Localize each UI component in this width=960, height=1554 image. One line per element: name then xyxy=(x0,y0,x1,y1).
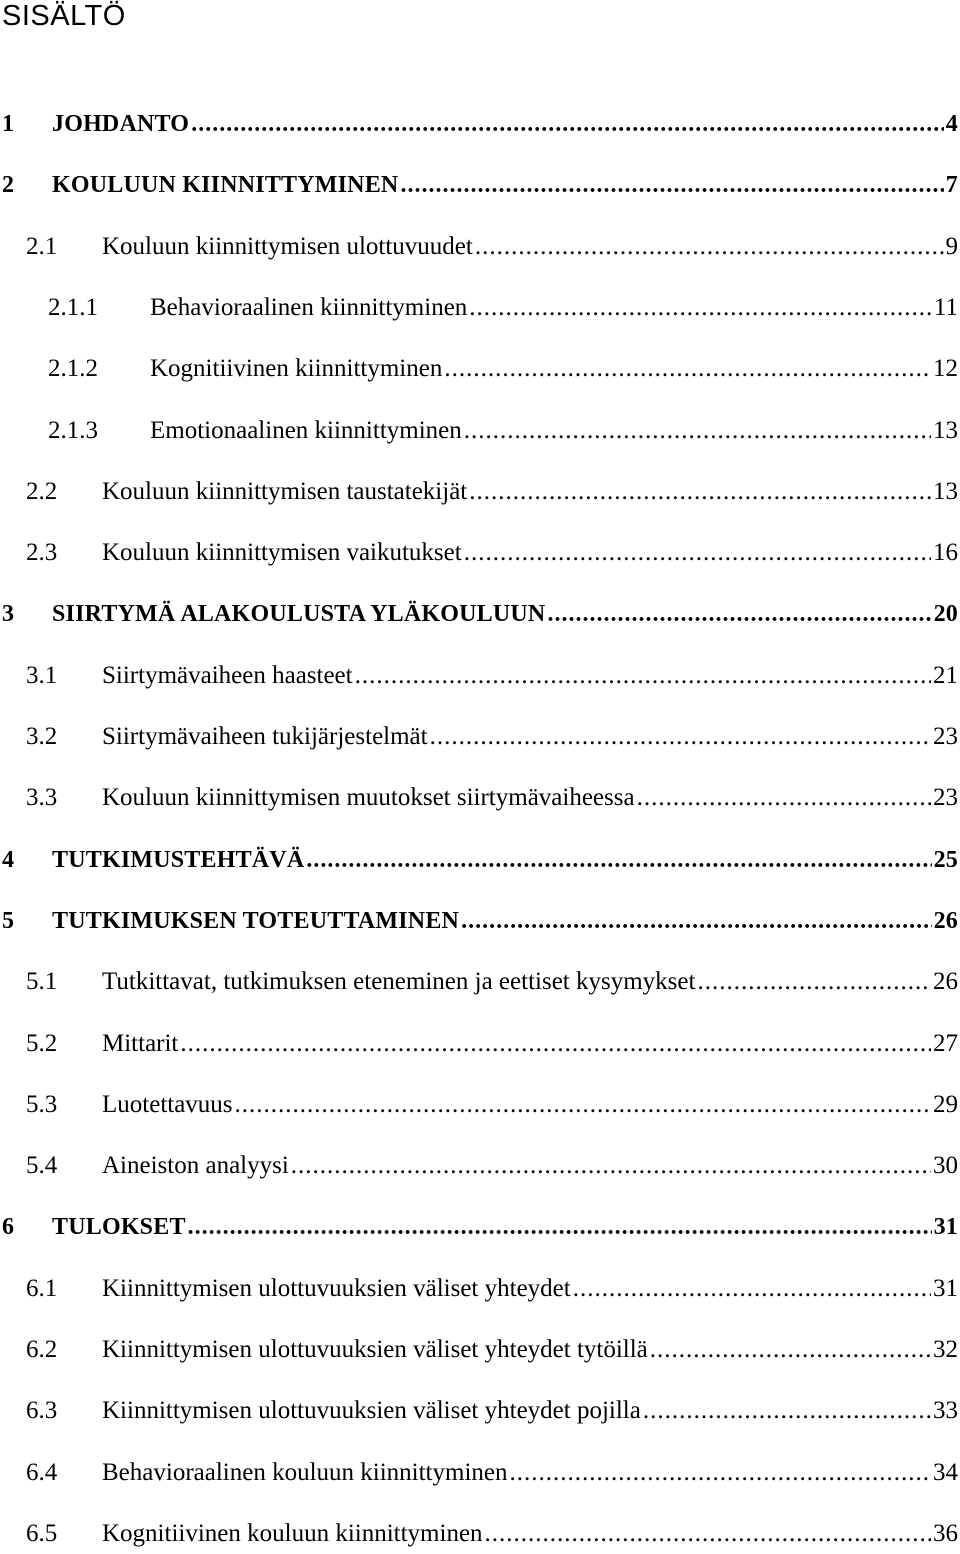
toc-entry-number: 2.1.3 xyxy=(48,417,98,444)
toc-entry-title: Kiinnittymisen ulottuvuuksien väliset yhteydet pojilla xyxy=(102,1397,641,1424)
toc-entry-page: 25 xyxy=(933,847,958,873)
toc-entry-page: 23 xyxy=(933,723,958,750)
toc-entry-title: Aineiston analyysi xyxy=(102,1152,289,1179)
toc-entry-title: Kouluun kiinnittymisen ulottuvuudet xyxy=(102,233,473,260)
toc-entry-title: Kouluun kiinnittymisen vaikutukset xyxy=(102,539,462,566)
toc-entry[interactable] xyxy=(0,1453,958,1493)
toc-entry-number: 5.2 xyxy=(26,1030,58,1057)
toc-entry-page: 20 xyxy=(933,601,958,627)
toc-dot-leader xyxy=(464,411,931,451)
toc-dot-leader xyxy=(650,1330,931,1370)
toc-entry-page: 9 xyxy=(945,233,958,260)
toc-dot-leader xyxy=(573,1269,931,1309)
toc-entry-title: Behavioraalinen kouluun kiinnittyminen xyxy=(102,1459,508,1486)
toc-entry-page: 33 xyxy=(933,1397,958,1424)
toc-entry-title: Kiinnittymisen ulottuvuuksien väliset yhteydet tytöillä xyxy=(102,1336,648,1363)
toc-entry-title: Kouluun kiinnittymisen taustatekijät xyxy=(102,478,468,505)
toc-entry-page: 26 xyxy=(933,968,958,995)
toc-entry-page: 32 xyxy=(933,1336,958,1363)
toc-dot-leader xyxy=(180,1024,931,1064)
toc-entry-page: 27 xyxy=(933,1030,958,1057)
toc-entry-title: Kognitiivinen kiinnittyminen xyxy=(150,355,443,382)
toc-entry-title: TUTKIMUSTEHTÄVÄ xyxy=(52,847,305,873)
toc-entry-page: 21 xyxy=(933,662,958,689)
toc-entry-number: 3.3 xyxy=(26,784,58,811)
toc-dot-leader xyxy=(306,840,931,880)
toc-entry[interactable] xyxy=(0,349,958,389)
toc-entry-number: 3.1 xyxy=(26,662,58,689)
toc-entry[interactable] xyxy=(0,840,958,880)
toc-dot-leader xyxy=(188,1207,932,1247)
toc-entry-page: 36 xyxy=(933,1520,958,1547)
toc-entry-page: 29 xyxy=(933,1091,958,1118)
toc-entry-title: Kiinnittymisen ulottuvuuksien väliset yhteydet xyxy=(102,1275,571,1302)
toc-entry[interactable] xyxy=(0,533,958,573)
toc-entry-title: TUTKIMUKSEN TOTEUTTAMINEN xyxy=(52,908,460,934)
toc-dot-leader xyxy=(464,533,931,573)
toc-dot-leader xyxy=(430,717,931,757)
toc-entry[interactable] xyxy=(0,1391,958,1431)
toc-entry-title: Luotettavuus xyxy=(102,1091,233,1118)
toc-entry-number: 2 xyxy=(2,172,15,198)
toc-dot-leader xyxy=(637,778,931,818)
toc-entry[interactable] xyxy=(0,1269,958,1309)
toc-entry[interactable] xyxy=(0,717,958,757)
toc-dot-leader xyxy=(355,656,931,696)
toc-entry-page: 31 xyxy=(933,1275,958,1302)
toc-dot-leader xyxy=(469,472,931,512)
toc-entry[interactable] xyxy=(0,656,958,696)
toc-entry-number: 2.3 xyxy=(26,539,58,566)
toc-entry-page: 30 xyxy=(933,1152,958,1179)
toc-entry-title: Mittarit xyxy=(102,1030,179,1057)
toc-dot-leader xyxy=(400,165,943,205)
toc-dot-leader xyxy=(461,901,932,941)
toc-dot-leader xyxy=(547,594,931,634)
toc-entry-number: 5.3 xyxy=(26,1091,58,1118)
toc-entry[interactable] xyxy=(0,778,958,818)
toc-entry-page: 7 xyxy=(945,172,958,198)
toc-entry-number: 6.5 xyxy=(26,1520,58,1547)
toc-dot-leader xyxy=(509,1453,931,1493)
toc-entry-page: 31 xyxy=(933,1214,958,1240)
toc-entry-number: 2.1.1 xyxy=(48,294,98,321)
toc-entry-number: 3 xyxy=(2,601,15,627)
toc-entry-title: KOULUUN KIINNITTYMINEN xyxy=(52,172,399,198)
toc-entry-number: 6 xyxy=(2,1214,15,1240)
toc-entry-title: Emotionaalinen kiinnittyminen xyxy=(150,417,462,444)
toc-entry[interactable] xyxy=(0,1330,958,1370)
toc-entry[interactable] xyxy=(0,901,958,941)
toc-entry-page: 16 xyxy=(933,539,958,566)
toc-entry-page: 4 xyxy=(945,111,958,137)
toc-entry[interactable] xyxy=(0,165,958,205)
toc-entry-number: 5.4 xyxy=(26,1152,58,1179)
toc-entry-number: 5.1 xyxy=(26,968,58,995)
toc-entry-number: 4 xyxy=(2,847,15,873)
toc-entry-title: Kouluun kiinnittymisen muutokset siirtymävaiheessa xyxy=(102,784,635,811)
toc-entry-page: 11 xyxy=(933,294,958,321)
toc-entry-title: JOHDANTO xyxy=(52,111,190,137)
toc-entry-title: Behavioraalinen kiinnittyminen xyxy=(150,294,468,321)
toc-entry-number: 6.2 xyxy=(26,1336,58,1363)
toc-entry[interactable] xyxy=(0,1024,958,1064)
toc-heading: SISÄLTÖ xyxy=(2,0,126,32)
toc-entry[interactable] xyxy=(0,1085,958,1125)
toc-entry-page: 13 xyxy=(933,417,958,444)
toc-entry-title: Siirtymävaiheen tukijärjestelmät xyxy=(102,723,428,750)
toc-dot-leader xyxy=(697,962,931,1002)
toc-entry-number: 3.2 xyxy=(26,723,58,750)
toc-entry[interactable] xyxy=(0,1146,958,1186)
toc-entry-page: 23 xyxy=(933,784,958,811)
toc-entry[interactable] xyxy=(0,227,958,267)
toc-entry[interactable] xyxy=(0,1207,958,1247)
toc-entry-number: 6.1 xyxy=(26,1275,58,1302)
toc-dot-leader xyxy=(643,1391,931,1431)
toc-entry-page: 12 xyxy=(933,355,958,382)
toc-entry[interactable] xyxy=(0,104,958,144)
toc-entry[interactable] xyxy=(0,1514,958,1554)
toc-dot-leader xyxy=(469,288,932,328)
toc-entry-page: 34 xyxy=(933,1459,958,1486)
toc-entry-number: 1 xyxy=(2,111,15,137)
toc-dot-leader xyxy=(485,1514,931,1554)
toc-entry-number: 6.3 xyxy=(26,1397,58,1424)
toc-entry-title: TULOKSET xyxy=(52,1214,186,1240)
toc-entry[interactable] xyxy=(0,962,958,1002)
toc-entry-number: 2.2 xyxy=(26,478,58,505)
toc-dot-leader xyxy=(235,1085,931,1125)
toc-dot-leader xyxy=(191,104,944,144)
toc-entry[interactable] xyxy=(0,594,958,634)
toc-entry-title: SIIRTYMÄ ALAKOULUSTA YLÄKOULUUN xyxy=(52,601,546,627)
toc-entry-title: Tutkittavat, tutkimuksen eteneminen ja eettiset kysymykset xyxy=(102,968,696,995)
toc-dot-leader xyxy=(475,227,944,267)
toc-entry[interactable] xyxy=(0,472,958,512)
toc-entry-number: 2.1 xyxy=(26,233,58,260)
toc-entry-number: 2.1.2 xyxy=(48,355,98,382)
toc-entry-number: 6.4 xyxy=(26,1459,58,1486)
toc-entry-title: Siirtymävaiheen haasteet xyxy=(102,662,353,689)
toc-entry-title: Kognitiivinen kouluun kiinnittyminen xyxy=(102,1520,483,1547)
toc-dot-leader xyxy=(291,1146,931,1186)
toc-entry[interactable] xyxy=(0,411,958,451)
toc-entry-number: 5 xyxy=(2,908,15,934)
toc-entry-page: 13 xyxy=(933,478,958,505)
toc-entry-page: 26 xyxy=(933,908,958,934)
toc-entry[interactable] xyxy=(0,288,958,328)
toc-dot-leader xyxy=(444,349,931,389)
